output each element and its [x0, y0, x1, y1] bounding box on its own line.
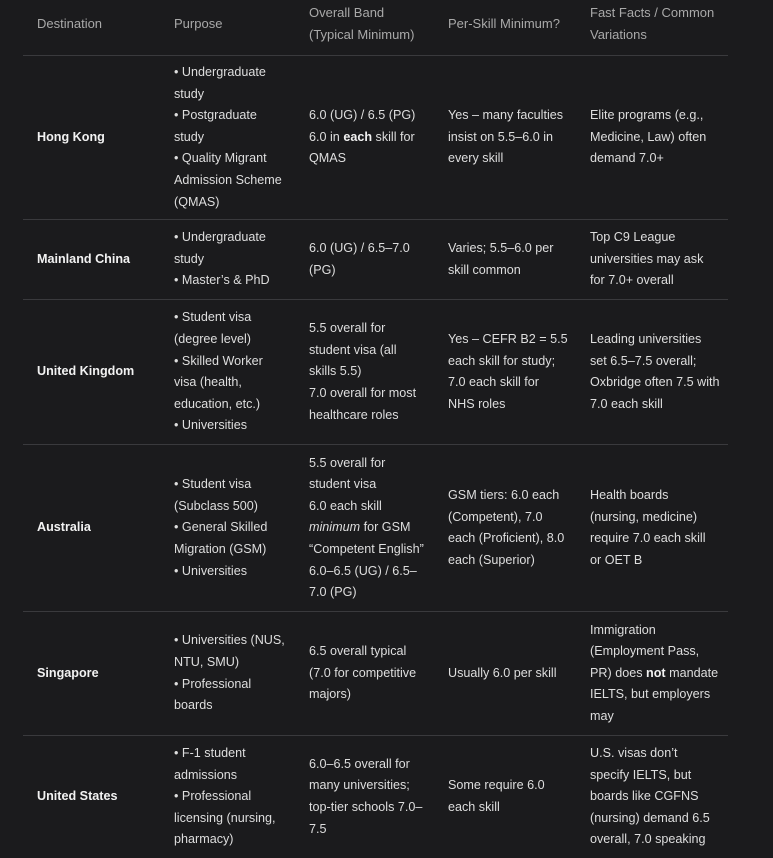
purpose-cell [160, 445, 295, 612]
overall-text: 6.0 each skill [309, 498, 382, 513]
overall-line [309, 127, 426, 170]
per-skill-cell: GSM tiers: 6.0 each (Competent), 7.0 each (Proficient), 8.0 each (Superior) [434, 445, 576, 612]
purpose-cell [160, 220, 295, 300]
table-row [23, 445, 728, 612]
header-per-skill: Per-Skill Minimum? [434, 0, 576, 56]
table-row [23, 56, 728, 220]
purpose-item: • Undergraduate study [174, 62, 287, 105]
overall-text: for GSM “Competent English” [309, 520, 424, 556]
overall-line [309, 496, 426, 561]
destination-cell: Mainland China [23, 220, 160, 300]
overall-line: 5.5 overall for student visa (all skills 5.5) [309, 321, 397, 379]
destination-cell: Hong Kong [23, 56, 160, 220]
per-skill-line: 7.0 each skill for NHS roles [448, 375, 539, 411]
purpose-item: • Universities (NUS, NTU, SMU) [174, 630, 287, 673]
purpose-item: • Professional boards [174, 674, 287, 717]
emphasis-minimum: minimum [309, 520, 361, 535]
destination-cell: Singapore [23, 612, 160, 736]
emphasis-each: each [343, 129, 373, 144]
fast-facts-cell: Elite programs (e.g., Medicine, Law) often demand 7.0+ [576, 56, 728, 220]
purpose-item: • Student visa (Subclass 500) [174, 474, 287, 517]
fast-facts-cell: Leading universities set 6.5–7.5 overall; Oxbridge often 7.5 with 7.0 each skill [576, 300, 728, 445]
overall-band-cell: 6.0–6.5 overall for many universities; top-tier schools 7.0–7.5 [309, 756, 423, 836]
destination-cell: United Kingdom [23, 300, 160, 445]
per-skill-cell: Varies; 5.5–6.0 per skill common [434, 220, 576, 300]
purpose-cell [160, 736, 295, 858]
header-fast-facts: Fast Facts / Common Variations [576, 0, 728, 56]
table-row [23, 736, 728, 858]
overall-line: 6.0–6.5 (UG) / 6.5–7.0 (PG) [309, 563, 417, 600]
destination-cell: Australia [23, 445, 160, 612]
overall-text: 6.0 in [309, 129, 344, 144]
purpose-item: • Skilled Worker visa (health, education, etc.) [174, 351, 287, 416]
purpose-item: • Postgraduate study [174, 105, 287, 148]
overall-line: 5.5 overall for student visa [309, 455, 386, 492]
per-skill-line: Yes – CEFR B2 = 5.5 each skill for study; [448, 331, 568, 368]
header-destination: Destination [23, 0, 160, 56]
overall-band-cell: 6.0 (UG) / 6.5–7.0 (PG) [295, 220, 434, 300]
overall-text: skill for QMAS [309, 129, 415, 166]
overall-line: 6.0 (UG) / 6.5 (PG) [309, 108, 416, 123]
header-overall-band: Overall Band (Typical Minimum) [295, 0, 434, 56]
overall-band-cell: 6.5 overall typical (7.0 for competitive majors) [295, 612, 434, 736]
per-skill-cell: Usually 6.0 per skill [434, 612, 576, 736]
fast-facts-cell: Health boards (nursing, medicine) require 7.0 each skill or OET B [576, 445, 728, 612]
header-purpose: Purpose [160, 0, 295, 56]
purpose-cell [160, 56, 295, 220]
fast-facts-cell: U.S. visas don’t specify IELTS, but boards like CGFNS (nursing) demand 6.5 overall, 7.0 speaking [590, 745, 710, 847]
table-row [23, 220, 728, 300]
overall-band-cell [295, 300, 434, 445]
overall-band-cell [295, 56, 434, 220]
overall-band-cell [295, 445, 434, 612]
table-row [23, 300, 728, 445]
purpose-item: • Master’s & PhD [174, 270, 287, 292]
purpose-item: • Universities [174, 561, 287, 583]
purpose-item: • Undergraduate study [174, 227, 287, 270]
overall-line: 7.0 overall for most healthcare roles [309, 385, 417, 422]
per-skill-cell: Some require 6.0 each skill [448, 778, 545, 814]
emphasis-not: not [646, 665, 666, 680]
per-skill-cell [434, 300, 576, 445]
purpose-cell [160, 300, 295, 445]
facts-text: Immigration (Employment Pass, PR) does [590, 622, 700, 680]
purpose-item: • Student visa (degree level) [174, 307, 287, 350]
fast-facts-cell [576, 612, 728, 736]
fast-facts-cell: Top C9 League universities may ask for 7.0+ overall [576, 220, 728, 300]
purpose-item: • Professional licensing (nursing, pharmacy) [174, 786, 287, 851]
purpose-item: • Quality Migrant Admission Scheme (QMAS) [174, 148, 287, 213]
ielts-requirements-table [23, 0, 728, 858]
destination-cell: United States [37, 789, 118, 804]
per-skill-cell: Yes – many faculties insist on 5.5–6.0 in every skill [434, 56, 576, 220]
table-header-row [23, 0, 728, 56]
purpose-cell [160, 612, 295, 736]
table-row [23, 612, 728, 736]
purpose-item: • F-1 student admissions [174, 743, 287, 786]
purpose-item: • General Skilled Migration (GSM) [174, 517, 287, 560]
purpose-item: • Universities [174, 415, 287, 437]
facts-text: mandate IELTS, but employers may [590, 665, 719, 724]
